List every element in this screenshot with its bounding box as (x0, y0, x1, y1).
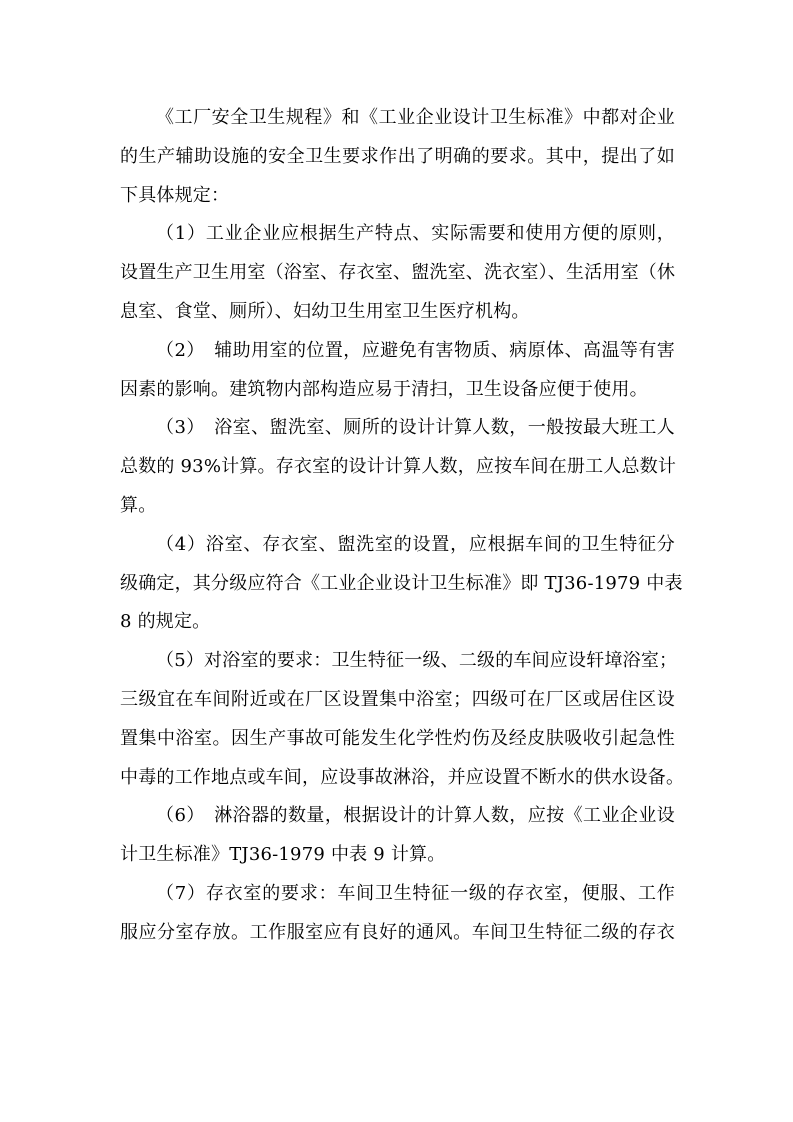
text-line: 级确定，其分级应符合《工业企业设计卫生标准》即 TJ36-1979 中表 (120, 572, 683, 594)
text-line: （3） 浴室、盥洗室、厕所的设计计算人数，一般按最大班工人 (156, 417, 675, 439)
text-line: 《工厂安全卫生规程》和《工业企业设计卫生标准》中都对企业 (156, 107, 675, 128)
text-line: 息室、食堂、厕所）、妇幼卫生用室卫生医疗机构。 (120, 300, 530, 322)
text-line: 下具体规定： (120, 184, 230, 206)
text-line: （5）对浴室的要求：卫生特征一级、二级的车间应设轩墇浴室； (156, 650, 678, 672)
document-body (120, 99, 685, 953)
text-line: （6） 淋浴器的数量，根据设计的计算人数，应按《工业企业设 (156, 805, 675, 827)
text-line: 设置生产卫生用室（浴室、存衣室、盥洗室、洗衣室）、生活用室（休 (120, 262, 676, 284)
text-line: 8 的规定。 (120, 611, 211, 633)
text-line: （1）工业企业应根据生产特点、实际需要和使用方便的原则， (156, 223, 675, 245)
text-line: 置集中浴室。因生产事故可能发生化学性灼伤及经皮肤吸收引起急性 (120, 727, 675, 749)
text-line: 计卫生标准》TJ36-1979 中表 9 计算。 (120, 844, 446, 866)
text-line: 的生产辅助设施的安全卫生要求作出了明确的要求。其中，提出了如 (120, 145, 675, 167)
text-line: （2） 辅助用室的位置，应避免有害物质、病原体、高温等有害 (156, 339, 675, 361)
text-line: 服应分室存放。工作服室应有良好的通风。车间卫生特征二级的存衣 (120, 921, 675, 943)
text-line: 中毒的工作地点或车间，应设事故淋浴，并应设置不断水的供水设备。 (120, 766, 685, 788)
text-line: 因素的影响。建筑物内部构造应易于清扫，卫生设备应便于使用。 (120, 378, 648, 400)
text-line: 算。 (120, 494, 157, 516)
text-line: 总数的 93%计算。存衣室的设计计算人数，应按车间在册工人总数计 (120, 456, 677, 478)
text-line: （4）浴室、存衣室、盥洗室的设置，应根据车间的卫生特征分 (156, 533, 675, 555)
text-line: 三级宜在车间附近或在厂区设置集中浴室；四级可在厂区或居住区设 (120, 688, 675, 710)
text-line: （7）存衣室的要求：车间卫生特征一级的存衣室，便服、工作 (156, 882, 675, 904)
